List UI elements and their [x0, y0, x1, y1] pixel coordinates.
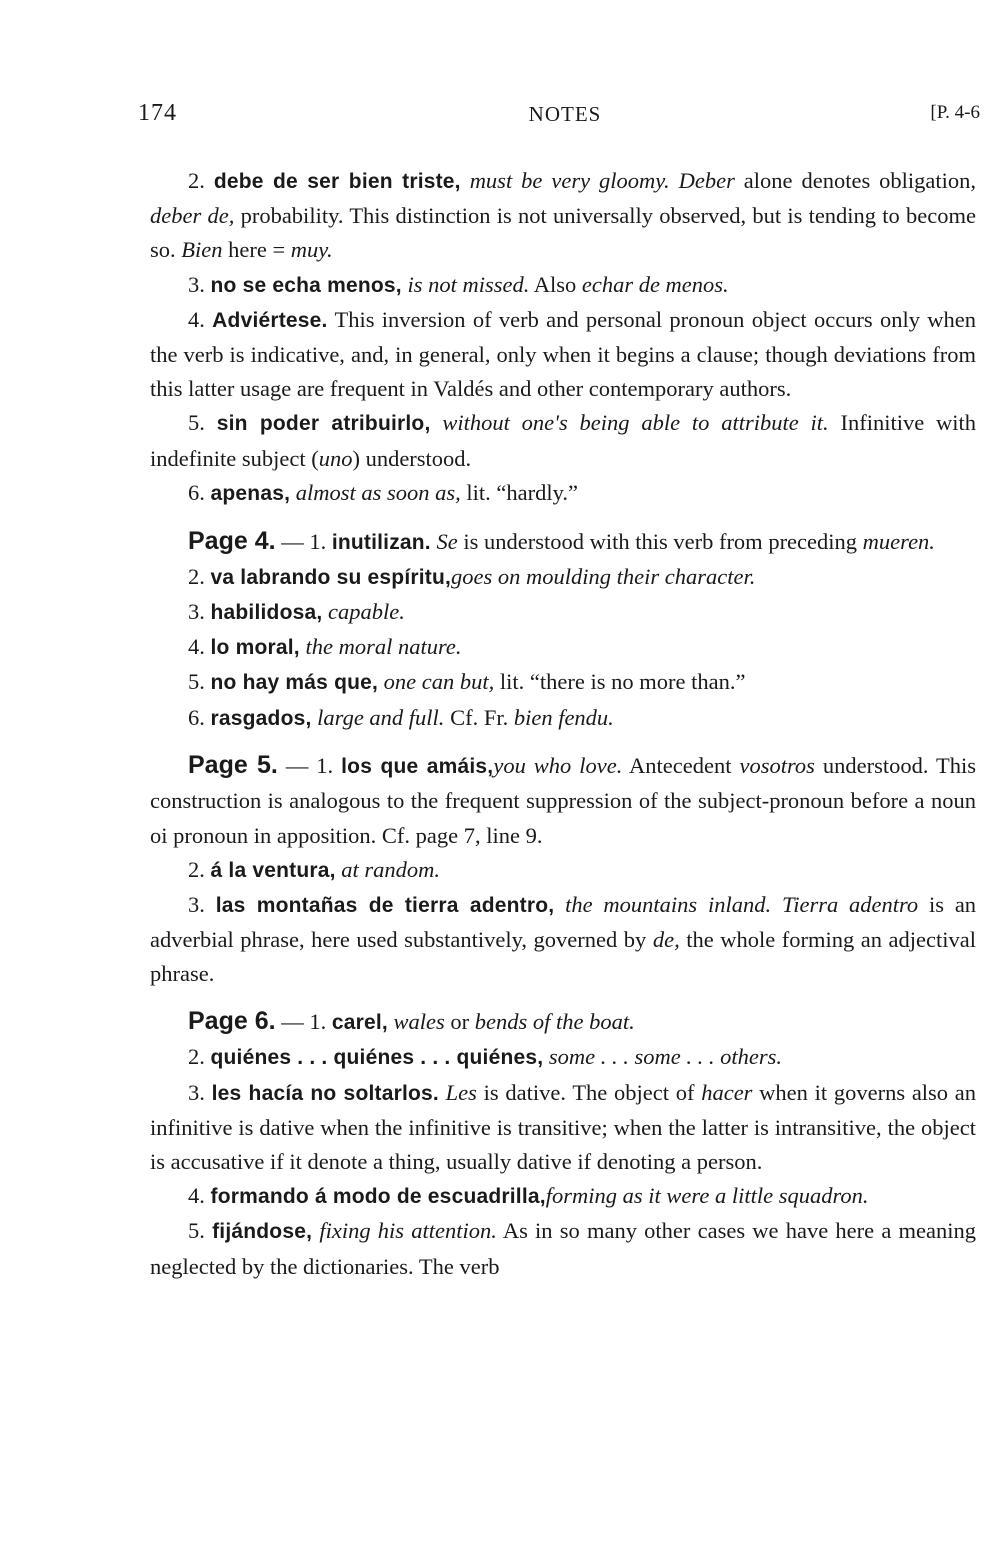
- note-headword: Adviértese.: [212, 308, 328, 332]
- note-text: 6.: [188, 704, 211, 730]
- note-translation: the mountains inland.: [565, 892, 772, 918]
- note-text: is understood with this verb from preceding: [457, 528, 863, 554]
- note-translation: one can but,: [383, 669, 495, 695]
- note-paragraph: [150, 1214, 976, 1283]
- note-translation: mueren.: [862, 528, 935, 554]
- note-text: ) understood.: [352, 445, 472, 471]
- page-note-paragraph: [150, 748, 976, 853]
- note-headword: apenas,: [210, 481, 291, 505]
- note-paragraph: [150, 1076, 976, 1180]
- page-note-paragraph: [150, 1004, 976, 1040]
- note-headword: formando á modo de escuadrilla,: [210, 1185, 546, 1209]
- page-label: Page 4.: [188, 526, 276, 555]
- note-headword: debe de ser bien triste,: [213, 170, 461, 193]
- note-translation: large and full.: [317, 704, 445, 730]
- note-paragraph: [150, 476, 976, 511]
- note-translation: de,: [652, 927, 680, 953]
- note-headword: va labrando su espíritu,: [210, 565, 452, 589]
- note-translation: the moral nature.: [305, 634, 462, 660]
- note-text: Infinitive with indefinite subject (: [150, 410, 977, 471]
- note-text: is an adverbial phrase, here used substantively, governed by: [150, 892, 977, 953]
- note-paragraph: [150, 888, 976, 992]
- note-translation: capable.: [328, 598, 405, 624]
- note-text: [554, 892, 565, 917]
- note-headword: á la ventura,: [210, 858, 336, 882]
- note-text: probability. This distinction is not universally observed, but is tending to become so.: [150, 203, 976, 263]
- note-translation: Se: [436, 528, 458, 554]
- note-paragraph: [150, 560, 976, 595]
- note-paragraph: [150, 1179, 976, 1214]
- running-header: [138, 100, 980, 134]
- note-text: lit. “hardly.”: [460, 479, 579, 505]
- note-headword: quiénes . . . quiénes . . . quiénes,: [210, 1046, 544, 1070]
- note-paragraph: [150, 665, 976, 700]
- note-text: Cf. Fr.: [444, 704, 514, 730]
- note-translation: Les: [445, 1079, 477, 1105]
- note-translation: goes on moulding their character.: [451, 563, 756, 589]
- note-paragraph: [150, 630, 976, 665]
- note-text: 5.: [188, 410, 217, 436]
- note-translation: wales: [393, 1009, 445, 1035]
- note-text: lit. “there is no more than.”: [494, 669, 746, 695]
- note-text: 2.: [188, 168, 214, 193]
- page-label: Page 5.: [188, 751, 278, 780]
- note-translation: bends of the boat.: [474, 1009, 635, 1035]
- note-text: [670, 168, 679, 193]
- note-translation: is not missed.: [407, 271, 530, 297]
- note-text: 2.: [188, 856, 211, 882]
- note-translation: forming as it were a little squadron.: [545, 1183, 869, 1209]
- note-paragraph: [150, 406, 976, 475]
- note-headword: habilidosa,: [210, 600, 323, 624]
- note-text: 3.: [188, 271, 211, 297]
- note-headword: no se echa menos,: [210, 273, 402, 297]
- note-text: This inversion of verb and personal pronoun object occurs only when the verb is indicative, and, in general, only when it begins a clause; though deviations from this latter usage are frequent in Valdés and other contemporary authors.: [150, 306, 976, 402]
- note-text: 2.: [188, 563, 211, 589]
- note-text: [439, 1080, 446, 1105]
- note-text: 6.: [188, 479, 211, 505]
- note-translation: hacer: [701, 1079, 753, 1105]
- note-text: 4.: [188, 1183, 211, 1209]
- note-translation: at random.: [341, 856, 441, 882]
- note-headword: lo moral,: [210, 636, 300, 660]
- note-translation: echar de menos.: [581, 271, 729, 297]
- note-text: — 1.: [275, 1009, 332, 1035]
- note-text: when it governs also an infinitive is dative when the infinitive is transitive; when the latter is intransitive, the object is accusative if it denote a thing, usually dative if denoting a person.: [150, 1079, 977, 1174]
- note-headword: inutilizan.: [331, 530, 431, 554]
- note-text: [461, 168, 470, 193]
- running-title: NOTES: [528, 102, 602, 126]
- note-text: Also: [529, 271, 582, 297]
- note-translation: some . . . some . . . others.: [548, 1044, 783, 1070]
- note-paragraph: [150, 1040, 976, 1075]
- note-text: 2.: [188, 1044, 211, 1070]
- note-translation: muy.: [290, 237, 333, 263]
- page-note-paragraph: [150, 524, 976, 560]
- notes-body: [150, 164, 976, 1284]
- note-translation: you who love.: [493, 753, 623, 779]
- note-translation: vosotros: [739, 753, 815, 779]
- note-text: understood. This construction is analogous to the frequent suppression of the subject-pronoun before a noun oi pronoun in apposition. Cf. page 7, line 9.: [150, 753, 977, 848]
- note-paragraph: [150, 595, 976, 630]
- note-headword: rasgados,: [210, 706, 312, 730]
- note-text: [771, 892, 782, 917]
- note-text: 4.: [188, 306, 213, 332]
- note-text: or: [444, 1009, 475, 1035]
- note-text: — 1.: [275, 528, 332, 554]
- note-headword: sin poder atribuirlo,: [216, 412, 431, 436]
- note-headword: les hacía no soltarlos.: [211, 1081, 439, 1105]
- note-translation: bien fendu.: [513, 704, 614, 730]
- note-text: Antecedent: [622, 753, 740, 779]
- note-text: 5.: [188, 669, 211, 695]
- note-text: — 1.: [277, 753, 342, 779]
- note-headword: los que amáis,: [341, 755, 494, 779]
- note-text: 3.: [188, 892, 216, 918]
- note-text: 3.: [188, 1079, 212, 1105]
- note-paragraph: [150, 701, 976, 736]
- note-text: alone denotes obligation,: [734, 168, 977, 193]
- note-paragraph: [150, 853, 976, 888]
- note-text: 5.: [188, 1218, 213, 1244]
- note-text: the whole forming an adjectival phrase.: [150, 927, 976, 987]
- page-label: Page 6.: [188, 1007, 276, 1036]
- note-paragraph: [150, 164, 976, 268]
- note-text: 4.: [188, 634, 211, 660]
- note-text: here =: [222, 237, 291, 263]
- page-number: 174: [138, 100, 177, 126]
- note-headword: no hay más que,: [210, 671, 379, 695]
- note-headword: las montañas de tierra adentro,: [215, 894, 555, 918]
- note-headword: fijándose,: [212, 1220, 313, 1244]
- note-text: 3.: [188, 598, 211, 624]
- note-translation: must be very gloomy.: [469, 168, 670, 193]
- note-translation: uno: [318, 445, 353, 471]
- note-paragraph: [150, 303, 976, 407]
- note-translation: Tierra adentro: [781, 892, 919, 918]
- note-headword: carel,: [331, 1011, 388, 1035]
- note-translation: deber de,: [150, 203, 235, 229]
- note-translation: without one's being able to attribute it.: [442, 410, 829, 436]
- note-text: is dative. The object of: [476, 1079, 702, 1105]
- note-translation: fixing his attention.: [319, 1218, 497, 1244]
- note-paragraph: [150, 268, 976, 303]
- note-text: [430, 410, 442, 435]
- note-text: As in so many other cases we have here a meaning neglected by the dictionaries. The verb: [150, 1218, 977, 1279]
- page-range: [P. 4-6: [930, 102, 980, 123]
- note-translation: Bien: [181, 237, 223, 263]
- note-translation: Deber: [678, 168, 735, 193]
- note-translation: almost as soon as,: [295, 479, 461, 505]
